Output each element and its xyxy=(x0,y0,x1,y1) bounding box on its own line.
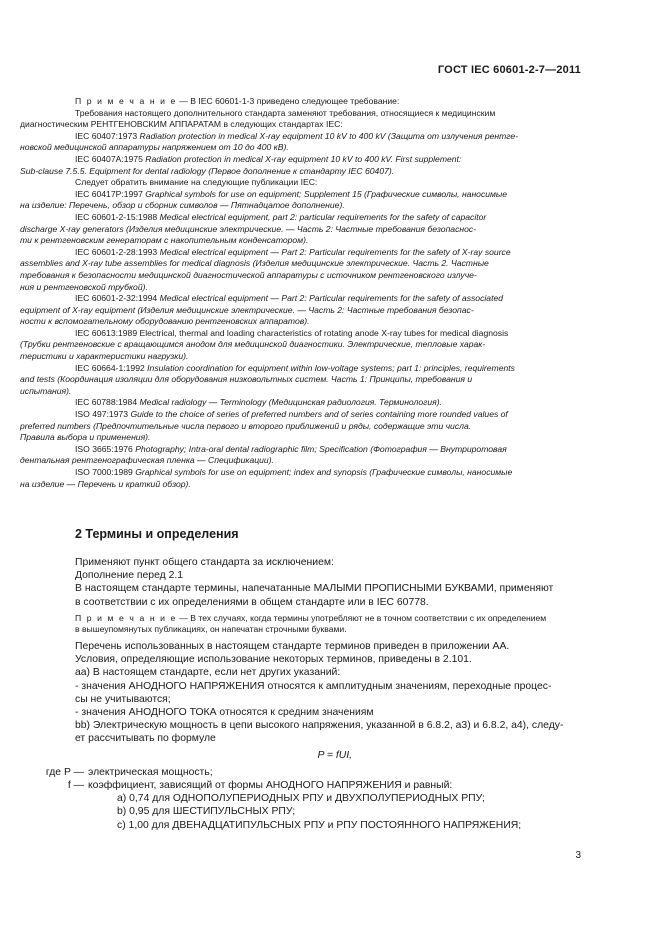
ref-entry-cont: preferred numbers (Предпочтительные числа первого и второго приближений и ряды, содержащие эти числа. xyxy=(20,420,472,431)
body-paragraph: аа) В настоящем стандарте, если нет других указаний: xyxy=(75,667,341,679)
note-label: П р и м е ч а н и е xyxy=(75,96,177,106)
page-number: 3 xyxy=(575,850,581,861)
ref-entry-cont: испытания). xyxy=(20,385,72,396)
definition-text: коэффициент, зависящий от формы АНОДНОГО НАПРЯЖЕНИЯ и равный: xyxy=(88,780,453,792)
power-formula: P = fUI, xyxy=(317,749,352,761)
section-heading: 2 Термины и определения xyxy=(75,527,239,541)
ref-entry-cont: ности к вспомогательному оборудованию рентгеновских аппаратов). xyxy=(20,316,310,327)
note-line: Следует обратить внимание на следующие публикации IEC: xyxy=(75,177,318,188)
ref-entry: IEC 60417P:1997 Graphical symbols for use on equipment; Supplement 15 (Графические символы, наносимые xyxy=(75,188,508,199)
body-paragraph: - значения АНОДНОГО НАПРЯЖЕНИЯ относятся к амплитудным значениям, переходные процес- xyxy=(75,680,552,692)
ref-entry-cont: требования к безопасности медицинской диагностической аппаратуры с источником рентгеновского излуче- xyxy=(20,269,477,280)
ref-entry-cont: новской медицинской аппаратуры напряжением от 10 до 400 кВ). xyxy=(20,142,289,153)
ref-entry-cont: Правила выбора и применения). xyxy=(20,432,151,443)
ref-entry-cont: discharge X-ray generators (Изделия медицинские электрические. — Часть 2: Частные требования безопаснос- xyxy=(20,223,477,234)
definition-text: электрическая мощность; xyxy=(88,766,213,778)
ref-entry: IEC 60613:1989 Electrical, thermal and loading characteristics of rotating anode X-ray tubes for medical diagnosis xyxy=(75,327,509,338)
ref-entry: ISO 497:1973 Guide to the choice of series of preferred numbers and of series containing more rounded values of xyxy=(75,409,508,420)
body-paragraph: - значения АНОДНОГО ТОКА относятся к средним значениям xyxy=(75,707,374,719)
ref-entry: IEC 60601-2-15:1988 Medical electrical equipment, part 2: particular requirements for the safety of capacitor xyxy=(75,211,487,222)
note-2-cont: в вышеупомянутых публикациях, он напечатан строчными буквами. xyxy=(75,624,347,635)
definition-row xyxy=(20,766,590,779)
body-paragraph: bb) Электрическую мощность в цепи высокого напряжения, указанной в 6.8.2, а3) и 6.8.2, а4), следу- xyxy=(75,720,564,732)
note-2: П р и м е ч а н и е — В тех случаях, когда термины употребляют не в точном соответствии с их определением xyxy=(75,612,547,623)
body-paragraph: Применяют пункт общего стандарта за исключением: xyxy=(75,557,334,568)
coefficient-item: c) 1,00 для ДВЕНАДЦАТИПУЛЬСНЫХ РПУ и РПУ ПОСТОЯННОГО НАПРЯЖЕНИЯ; xyxy=(117,819,522,831)
body-paragraph: Условия, определяющие использование некоторых терминов, приведены в 2.101. xyxy=(75,654,472,666)
ref-entry: IEC 60407:1973 Radiation protection in medical X-ray equipment 10 kV to 400 kV (Защита от излучения рентге- xyxy=(75,130,519,141)
ref-entry-cont: теристики и характеристики нагрузки). xyxy=(20,351,189,362)
note-2-label: П р и м е ч а н и е xyxy=(75,612,177,623)
ref-entry-cont: ти к рентгеновским генераторам с накопительным конденсатором). xyxy=(20,235,309,246)
body-paragraph: Дополнение перед 2.1 xyxy=(75,570,184,582)
definition-label: где P — xyxy=(45,766,84,778)
ref-entry-cont: and tests (Координация изоляции для оборудования низковольтных систем. Часть 1: Принципы, требования и xyxy=(20,374,473,385)
ref-entry-cont: (Трубки рентгеновские с вращающимся анодом для медицинской диагностики. Электрические, тепловые харак- xyxy=(20,339,486,350)
body-paragraph: В настоящем стандарте термины, напечатанные МАЛЫМИ ПРОПИСНЫМИ БУКВАМИ, применяют xyxy=(75,583,554,595)
body-paragraph-cont: сы не учитываются; xyxy=(75,693,171,705)
document-header: ГОСТ IEC 60601-2-7—2011 xyxy=(437,64,581,76)
note-intro: П р и м е ч а н и е — В IEC 60601-1-3 приведено следующее требование: xyxy=(75,96,400,106)
coefficient-item: a) 0,74 для ОДНОПОЛУПЕРИОДНЫХ РПУ и ДВУХПОЛУПЕРИОДНЫХ РПУ; xyxy=(117,793,485,805)
ref-entry: IEC 60664-1:1992 Insulation coordination for equipment within low-voltage systems; part 1: principles, requirements xyxy=(75,362,515,373)
note-block xyxy=(20,96,585,490)
body-paragraph: Перечень использованных в настоящем стандарте терминов приведен в приложении AA. xyxy=(75,641,510,652)
ref-entry: IEC 60407A:1975 Radiation protection in medical X-ray equipment 10 kV to 400 kV. First supplement: xyxy=(75,153,462,164)
ref-entry: ISO 3665:1976 Photography; Intra-oral dental radiographic film; Specification (Фотография — Внутриротовая xyxy=(75,443,507,454)
ref-entry-cont: на изделие — Перечень и краткий обзор). xyxy=(20,478,191,489)
ref-entry: IEC 60788:1984 Medical radiology — Terminology (Медицинская радиология. Терминология). xyxy=(75,397,442,408)
section-body xyxy=(20,556,590,832)
note-line: диагностическим РЕНТГЕНОВСКИМ АППАРАТАМ в следующих стандартах IEC: xyxy=(20,119,343,130)
note-line: Требования настоящего дополнительного стандарта заменяют требования, относящиеся к медицинским xyxy=(75,107,496,118)
ref-entry: ISO 7000:1989 Graphical symbols for use on equipment; index and synopsis (Графические символы, наносимые xyxy=(75,467,513,477)
ref-entry: IEC 60601-2-32:1994 Medical electrical equipment — Part 2: Particular requirements for the safety of associated xyxy=(75,293,504,304)
ref-entry-cont: equipment of X-ray equipment (Изделия медицинские электрические. — Часть 2: Частные требования безопас- xyxy=(20,304,474,315)
body-paragraph-cont: ет рассчитывать по формуле xyxy=(75,733,216,745)
ref-entry: IEC 60601-2-28:1993 Medical electrical equipment — Part 2: Particular requirements for the safety of X-ray source xyxy=(75,246,511,257)
ref-entry-cont: ния и рентгеновской трубкой). xyxy=(20,281,148,292)
ref-entry-cont: Sub-clause 7.5.5. Equipment for dental radiology (Первое дополнение к стандарту IEC 60407). xyxy=(20,165,395,176)
ref-entry-cont: на изделие: Перечень, обзор и сборник символов — Пятнадцатое дополнение). xyxy=(20,200,345,211)
ref-entry-cont: assemblies and X-ray tube assemblies for medical diagnosis (Изделия медицинские электрические. Часть 2. Частные xyxy=(20,258,489,269)
ref-entry-cont: дентальная рентгенографическая пленка — Спецификации). xyxy=(20,455,274,466)
body-paragraph-cont: в соответствии с их определениями в общем стандарте или в IEC 60778. xyxy=(75,596,429,608)
coefficient-item: b) 0,95 для ШЕСТИПУЛЬСНЫХ РПУ; xyxy=(117,806,296,818)
definition-row xyxy=(20,779,590,792)
definition-label: f — xyxy=(67,780,84,792)
